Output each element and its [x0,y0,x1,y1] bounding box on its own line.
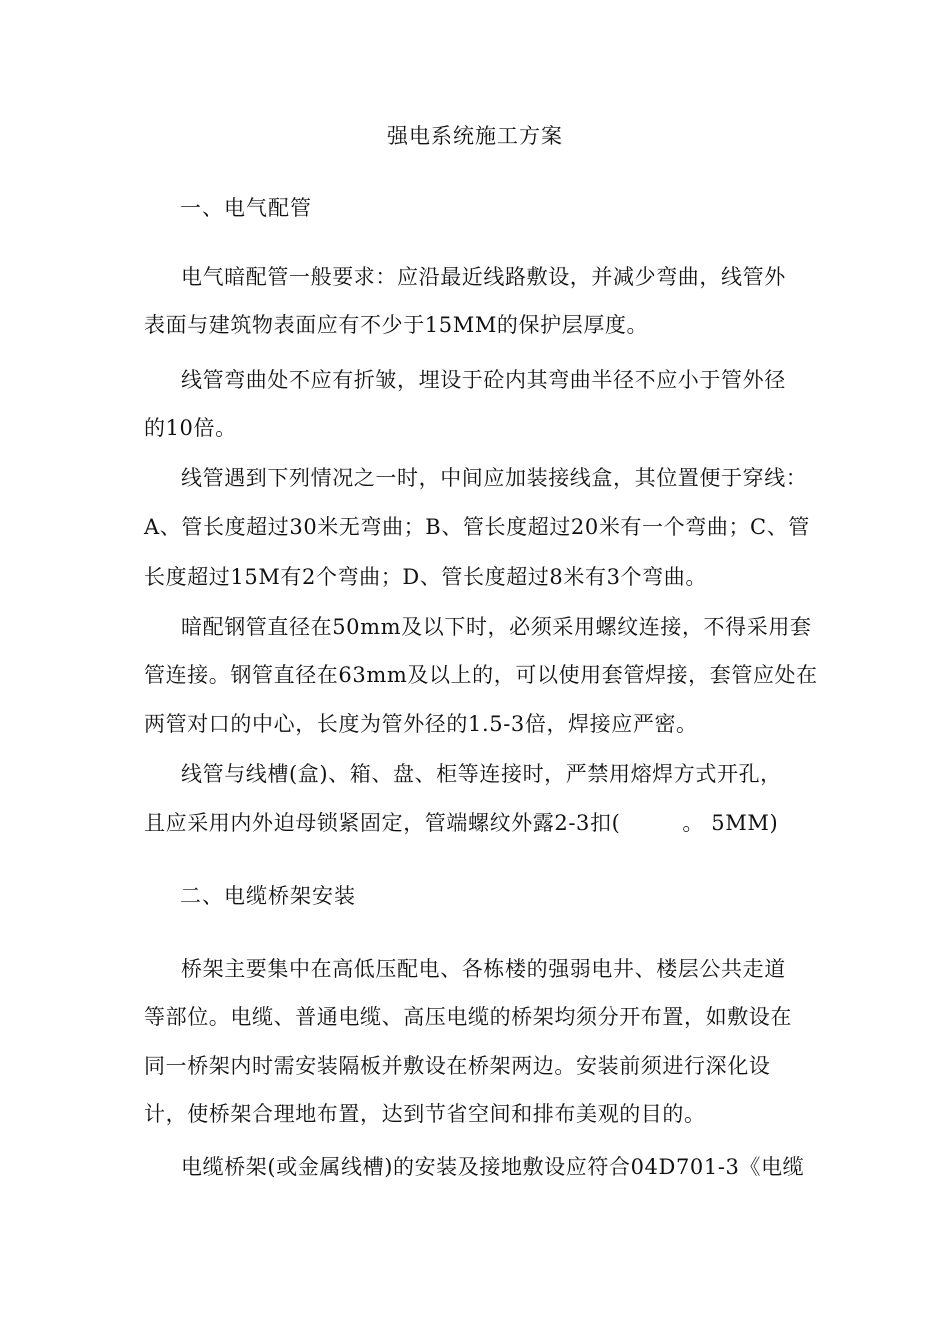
document-title: 强电系统施工方案 [387,124,563,148]
paragraph-text: 。 5MM) [682,811,779,835]
paragraph-line: 的10倍。 [144,416,237,440]
paragraph-line: 电气暗配管一般要求：应沿最近线路敷设，并减少弯曲，线管外 [181,265,786,289]
paragraph-line: 线管弯曲处不应有折皱，埋设于砼内其弯曲半径不应小于管外径 [181,368,786,392]
paragraph-line: 线管与线槽(盒)、箱、盘、柜等连接时，严禁用熔焊方式开孔， [181,762,782,786]
paragraph-line: 表面与建筑物表面应有不少于15MM的保护层厚度。 [144,313,649,337]
paragraph-line [144,809,778,837]
paragraph-line: 长度超过15M有2个弯曲；D、管长度超过8米有3个弯曲。 [144,565,707,589]
paragraph-line: 电缆桥架(或金属线槽)的安装及接地敷设应符合04D701-3《电缆 [181,1155,805,1179]
paragraph-line: 暗配钢管直径在50mm及以下时，必须采用螺纹连接，不得采用套 [181,615,812,639]
paragraph-line: 同一桥架内时需安装隔板并敷设在桥架两边。安装前须进行深化设 [144,1054,771,1078]
paragraph-line: 桥架主要集中在高低压配电、各栋楼的强弱电井、楼层公共走道 [181,957,786,981]
paragraph-text: 且应采用内外迫母锁紧固定，管端螺纹外露2-3扣( [144,811,621,835]
paragraph-line: A、管长度超过30米无弯曲；B、管长度超过20米有一个弯曲；C、管 [144,515,810,539]
section-heading-electrical-conduit: 一、电气配管 [180,196,312,220]
paragraph-line: 管连接。钢管直径在63mm及以上的，可以使用套管焊接，套管应处在 [144,663,818,687]
paragraph-line: 计，使桥架合理地布置，达到节省空间和排布美观的目的。 [144,1102,706,1126]
section-heading-cable-tray: 二、电缆桥架安装 [180,884,356,908]
paragraph-line: 等部位。电缆、普通电缆、高压电缆的桥架均须分开布置，如敷设在 [144,1005,792,1029]
paragraph-line: 两管对口的中心，长度为管外径的1.5-3倍，焊接应严密。 [144,712,698,736]
paragraph-line: 线管遇到下列情况之一时，中间应加装接线盒，其位置便于穿线： [181,466,808,490]
